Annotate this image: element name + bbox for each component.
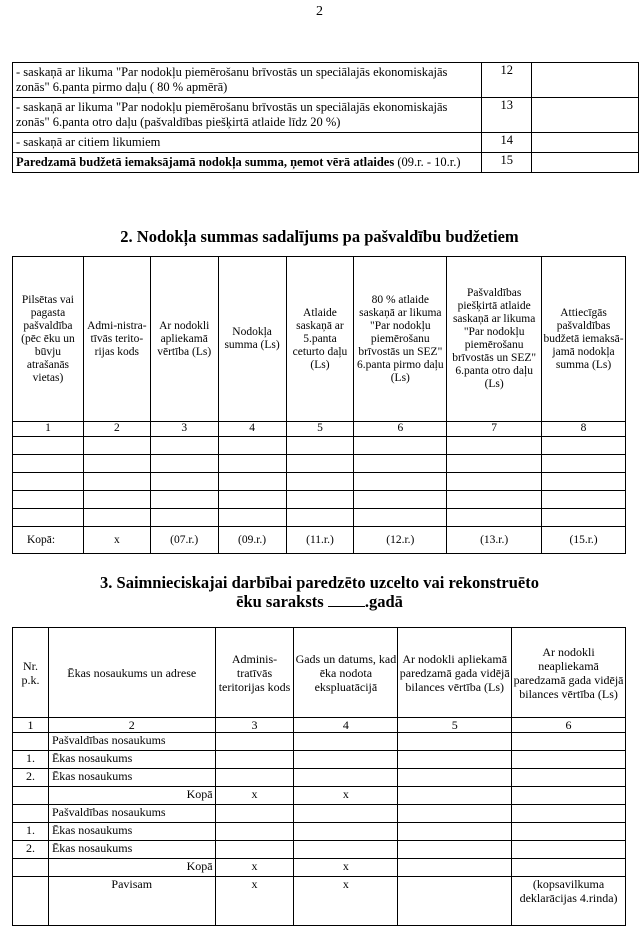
commissioning-date [294, 805, 398, 823]
table-cell [13, 491, 84, 509]
table-cell [447, 509, 542, 527]
taxable-value [398, 733, 512, 751]
column-number: 8 [542, 422, 626, 437]
non-taxable-value [512, 733, 626, 751]
column-header: Pilsētas vai pagasta pašvaldība (pēc ēku un būvju atrašanās vietas) [13, 257, 84, 422]
row-description: - saskaņā ar citiem likumiem [13, 133, 482, 153]
commissioning-date: x [294, 877, 398, 926]
table-cell [286, 455, 354, 473]
table-cell [542, 509, 626, 527]
row-number [13, 859, 49, 877]
section-3-heading-line2 [0, 592, 639, 612]
row-number [13, 877, 49, 926]
total-cell: (15.r.) [542, 527, 626, 554]
table-cell [83, 509, 150, 527]
building-name: Ēkas nosaukums [48, 823, 215, 841]
table-cell [354, 455, 447, 473]
column-header: Ar nodokli neapliekamā paredzamā gada vidējā bilances vērtība (Ls) [512, 628, 626, 718]
column-number: 3 [150, 422, 218, 437]
table-cell [13, 509, 84, 527]
column-header: Pašvaldības piešķirtā atlaide saskaņā ar likuma "Par nodokļu piemērošanu brīvostās un SEZ" 6.panta otro daļu (Ls) [447, 257, 542, 422]
table-row [13, 733, 626, 751]
commissioning-date: x [294, 787, 398, 805]
commissioning-date [294, 751, 398, 769]
row-number: 2. [13, 769, 49, 787]
taxable-value [398, 787, 512, 805]
table-cell [218, 509, 286, 527]
taxable-value [398, 841, 512, 859]
table-cell [150, 473, 218, 491]
row-number: 12 [482, 63, 532, 98]
building-name: Kopā [48, 787, 215, 805]
column-header: Nr. p.k. [13, 628, 49, 718]
territory-code: x [215, 787, 294, 805]
taxable-value [398, 877, 512, 926]
table-cell [218, 491, 286, 509]
row-number: 15 [482, 153, 532, 173]
building-name: Ēkas nosaukums [48, 769, 215, 787]
table-cell [83, 455, 150, 473]
table-cell [150, 437, 218, 455]
section-2-heading: 2. Nodokļa summas sadalījums pa pašvaldību budžetiem [120, 227, 519, 246]
row-number: 2. [13, 841, 49, 859]
table-cell [286, 491, 354, 509]
table-row [13, 769, 626, 787]
table-row [13, 823, 626, 841]
table-row [13, 153, 639, 173]
table-cell [83, 491, 150, 509]
column-header: Admi-nistra-tīvās terito-rijas kods [83, 257, 150, 422]
row-value [532, 98, 639, 133]
table-cell [13, 437, 84, 455]
row-number: 13 [482, 98, 532, 133]
column-number: 2 [83, 422, 150, 437]
table-cell [286, 509, 354, 527]
column-number-row [13, 422, 626, 437]
non-taxable-value [512, 841, 626, 859]
table-cell [13, 473, 84, 491]
column-header: Nodokļa summa (Ls) [218, 257, 286, 422]
total-row [13, 527, 626, 554]
table-cell [83, 473, 150, 491]
header-row [13, 257, 626, 422]
column-header: Gads un datums, kad ēka nodota ekspluatācijā [294, 628, 398, 718]
column-number: 4 [294, 718, 398, 733]
non-taxable-value [512, 823, 626, 841]
table-row [13, 491, 626, 509]
non-taxable-value [512, 751, 626, 769]
table-cell [354, 509, 447, 527]
row-suffix: (09.r. - 10.r.) [394, 155, 461, 169]
commissioning-date [294, 769, 398, 787]
row-number [13, 733, 49, 751]
table-cell [218, 437, 286, 455]
table-cell [286, 437, 354, 455]
header-row [13, 628, 626, 718]
taxable-value [398, 805, 512, 823]
column-header: Attiecīgās pašvaldības budžetā iemaksā-jamā nodokļa summa (Ls) [542, 257, 626, 422]
table-cell [218, 455, 286, 473]
taxable-value [398, 769, 512, 787]
heading-suffix: .gadā [364, 592, 403, 611]
taxable-value [398, 751, 512, 769]
table-cell [354, 437, 447, 455]
territory-code [215, 805, 294, 823]
commissioning-date [294, 841, 398, 859]
municipal-distribution-table [12, 256, 626, 554]
table-row [13, 877, 626, 926]
table-cell [83, 437, 150, 455]
territory-code [215, 769, 294, 787]
column-header: Ēkas nosaukums un adrese [48, 628, 215, 718]
row-text: Paredzamā budžetā iemaksājamā nodokļa summa, ņemot vērā atlaides [16, 155, 395, 169]
table-cell [447, 455, 542, 473]
non-taxable-value [512, 859, 626, 877]
section-3-heading: 3. Saimnieciskajai darbībai paredzēto uzcelto vai rekonstruēto [100, 573, 539, 592]
taxable-value [398, 859, 512, 877]
table-row [13, 805, 626, 823]
table-row [13, 455, 626, 473]
table-cell [542, 455, 626, 473]
row-description [13, 153, 482, 173]
tax-relief-table [12, 62, 639, 173]
column-number: 6 [512, 718, 626, 733]
column-number: 7 [447, 422, 542, 437]
column-number: 1 [13, 718, 49, 733]
commissioning-date: x [294, 859, 398, 877]
buildings-list-table [12, 627, 626, 926]
territory-code [215, 733, 294, 751]
building-name: Pašvaldības nosaukums [48, 805, 215, 823]
row-number: 1. [13, 823, 49, 841]
territory-code: x [215, 859, 294, 877]
row-number [13, 787, 49, 805]
table-cell [218, 473, 286, 491]
column-number: 3 [215, 718, 294, 733]
non-taxable-value: (kopsavilkuma deklarācijas 4.rinda) [512, 877, 626, 926]
table-cell [447, 437, 542, 455]
row-description: - saskaņā ar likuma "Par nodokļu piemērošanu brīvostās un speciālajās ekonomiskajās zonās" 6.panta pirmo daļu ( 80 % apmērā) [13, 63, 482, 98]
table-row [13, 859, 626, 877]
building-name: Pašvaldības nosaukums [48, 733, 215, 751]
year-blank [328, 592, 365, 607]
page-number: 2 [316, 4, 323, 19]
table-row [13, 63, 639, 98]
total-cell: (07.r.) [150, 527, 218, 554]
total-cell: (13.r.) [447, 527, 542, 554]
column-number: 1 [13, 422, 84, 437]
table-cell [542, 473, 626, 491]
table-row [13, 841, 626, 859]
column-header: Adminis-tratīvās teritorijas kods [215, 628, 294, 718]
territory-code [215, 823, 294, 841]
table-cell [354, 473, 447, 491]
column-number: 5 [286, 422, 354, 437]
table-row [13, 98, 639, 133]
table-row [13, 751, 626, 769]
column-number-row [13, 718, 626, 733]
column-header: Ar nodokli apliekamā vērtība (Ls) [150, 257, 218, 422]
commissioning-date [294, 733, 398, 751]
building-name: Ēkas nosaukums [48, 841, 215, 859]
column-number: 4 [218, 422, 286, 437]
non-taxable-value [512, 769, 626, 787]
row-number [13, 805, 49, 823]
column-header: Ar nodokli apliekamā paredzamā gada vidējā bilances vērtība (Ls) [398, 628, 512, 718]
table-row [13, 473, 626, 491]
taxable-value [398, 823, 512, 841]
total-cell: Kopā: [13, 527, 84, 554]
non-taxable-value [512, 787, 626, 805]
territory-code [215, 751, 294, 769]
table-cell [13, 455, 84, 473]
table-row [13, 509, 626, 527]
table-cell [542, 491, 626, 509]
total-cell: (11.r.) [286, 527, 354, 554]
column-header: Atlaide saskaņā ar 5.panta ceturto daļu (Ls) [286, 257, 354, 422]
non-taxable-value [512, 805, 626, 823]
table-cell [150, 509, 218, 527]
row-value [532, 153, 639, 173]
column-number: 2 [48, 718, 215, 733]
column-header: 80 % atlaide saskaņā ar likuma "Par nodokļu piemērošanu brīvostās un SEZ" 6.panta pirmo daļu (Ls) [354, 257, 447, 422]
total-cell: x [83, 527, 150, 554]
heading-prefix: ēku saraksts [236, 592, 328, 611]
table-cell [150, 455, 218, 473]
commissioning-date [294, 823, 398, 841]
territory-code [215, 841, 294, 859]
row-description: - saskaņā ar likuma "Par nodokļu piemērošanu brīvostās un speciālajās ekonomiskajās zonās" 6.panta otro daļu (pašvaldības piešķirtā atlaide līdz 20 %) [13, 98, 482, 133]
row-number: 1. [13, 751, 49, 769]
table-row [13, 133, 639, 153]
building-name: Kopā [48, 859, 215, 877]
table-cell [286, 473, 354, 491]
table-cell [447, 473, 542, 491]
table-cell [542, 437, 626, 455]
table-cell [354, 491, 447, 509]
row-value [532, 133, 639, 153]
building-name: Pavisam [48, 877, 215, 926]
table-cell [150, 491, 218, 509]
row-value [532, 63, 639, 98]
table-row [13, 787, 626, 805]
table-row [13, 437, 626, 455]
table-cell [447, 491, 542, 509]
territory-code: x [215, 877, 294, 926]
total-cell: (09.r.) [218, 527, 286, 554]
building-name: Ēkas nosaukums [48, 751, 215, 769]
total-cell: (12.r.) [354, 527, 447, 554]
row-number: 14 [482, 133, 532, 153]
column-number: 6 [354, 422, 447, 437]
column-number: 5 [398, 718, 512, 733]
